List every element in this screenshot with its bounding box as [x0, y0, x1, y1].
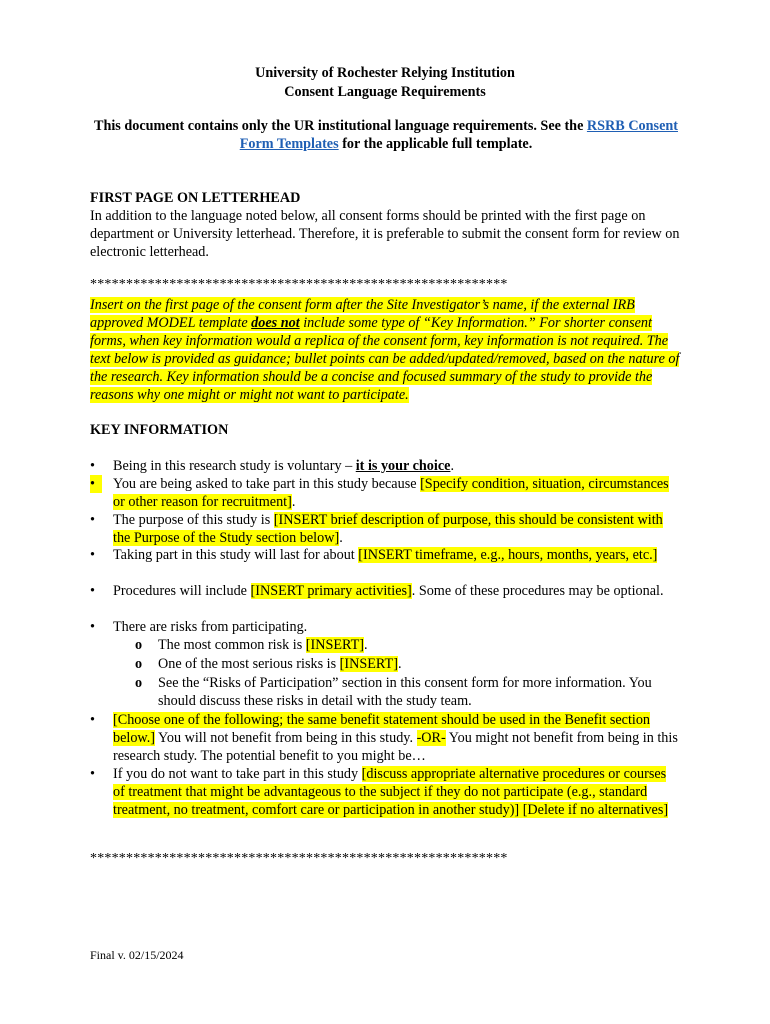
separator-bottom: ********************************************************** — [90, 851, 508, 866]
bullet-text: The purpose of this study is — [113, 512, 274, 528]
highlighted-placeholder: [INSERT] — [305, 637, 365, 653]
highlighted-placeholder: [INSERT primary activities] — [250, 583, 412, 599]
sub-bullet-text: . — [397, 656, 402, 672]
bullet-icon: • — [90, 475, 102, 493]
key-info-heading: KEY INFORMATION — [90, 422, 229, 438]
sub-bullet-text: See the “Risks of Participation” section in this consent form for more information. You should discuss these risks in detail with the study team. — [158, 675, 652, 709]
bullet-icon: • — [90, 583, 95, 599]
instruction-emphasis: does not — [251, 315, 300, 331]
bullet-icon: • — [90, 512, 95, 528]
sub-bullet-text: One of the most serious risks is — [158, 656, 340, 672]
bullet-text: You are being asked to take part in this study because — [113, 476, 421, 492]
highlighted-placeholder: [discuss appropriate alternative procedures or courses of treatment that might be advantageous to the subject if they do not participate (e.g., standard treatment, no treatment, comfort care or participation in another study)] [Delete if no alternatives] — [113, 766, 669, 818]
page-footer: Final v. 02/15/2024 — [90, 948, 184, 962]
bullet-emphasis: it is your choice — [355, 458, 451, 474]
first-page-body: In addition to the language noted below, all consent forms should be printed with the first page on department or University letterhead. Therefore, it is preferable to submit the consent form for review on electronic letterhead. — [90, 208, 680, 260]
bullet-text: You will not benefit from being in this study. — [155, 730, 417, 746]
doc-title-line1: University of Rochester Relying Institution — [255, 65, 515, 81]
sub-bullet-text: The most common risk is — [158, 637, 306, 653]
intro-text-before: This document contains only the UR institutional language requirements. See the — [94, 118, 587, 134]
bullet-text: If you do not want to take part in this study — [113, 766, 362, 782]
bullet-text: . Some of these procedures may be optional. — [411, 583, 664, 599]
highlighted-placeholder: [INSERT brief description of purpose, this should be consistent with the Purpose of the Study section below] — [113, 512, 663, 546]
sub-bullet-icon: o — [135, 656, 143, 672]
bullet-text: . — [339, 530, 343, 546]
rsrb-templates-link[interactable]: RSRB Consent Form Templates — [239, 118, 678, 152]
instruction-block — [90, 296, 682, 404]
bullet-text: You might not benefit from being in this research study. The potential benefit to you might be… — [113, 730, 678, 764]
highlighted-placeholder: [INSERT] — [339, 656, 398, 672]
highlighted-placeholder: [Choose one of the following; the same benefit statement should be used in the Benefit section below.] — [113, 712, 651, 746]
bullet-text: There are risks from participating. — [113, 619, 308, 635]
highlighted-placeholder: -OR- — [416, 730, 446, 746]
bullet-icon: • — [90, 619, 95, 635]
bullet-icon: • — [90, 766, 95, 782]
bullet-icon: • — [90, 458, 95, 474]
first-page-heading: FIRST PAGE ON LETTERHEAD — [90, 190, 301, 206]
intro-text-after: for the applicable full template. — [338, 136, 533, 152]
sub-bullet-text: . — [364, 637, 368, 653]
bullet-text: . — [450, 458, 454, 474]
intro-note — [90, 117, 682, 153]
bullet-icon: • — [90, 712, 95, 728]
instruction-part1: Insert on the first page of the consent form after the Site Investigator’s name, if the external IRB approved MODEL template — [90, 297, 635, 331]
instruction-part2: include some type of “Key Information.” For shorter consent forms, when key information would a replica of the consent form, key information is not required. The text below is provided as guidance; bullet points can be added/updated/removed, based on the nature of the research. Key information should be a concise and focused summary of the study to provide the reasons why one might or might not want to participate. — [90, 315, 680, 403]
separator-top: ********************************************************** — [90, 277, 508, 292]
bullet-icon: • — [90, 547, 95, 563]
highlighted-placeholder: [Specify condition, situation, circumstances or other reason for recruitment] — [113, 476, 669, 510]
bullet-text: Taking part in this study will last for about — [113, 547, 359, 563]
sub-bullet-icon: o — [135, 637, 143, 653]
highlighted-placeholder: [INSERT timeframe, e.g., hours, months, years, etc.] — [358, 547, 658, 563]
bullet-text: Being in this research study is voluntary – — [113, 458, 356, 474]
bullet-text: Procedures will include — [113, 583, 251, 599]
bullet-text: . — [291, 494, 296, 510]
sub-bullet-icon: o — [135, 675, 143, 691]
doc-title-line2: Consent Language Requirements — [284, 84, 486, 100]
